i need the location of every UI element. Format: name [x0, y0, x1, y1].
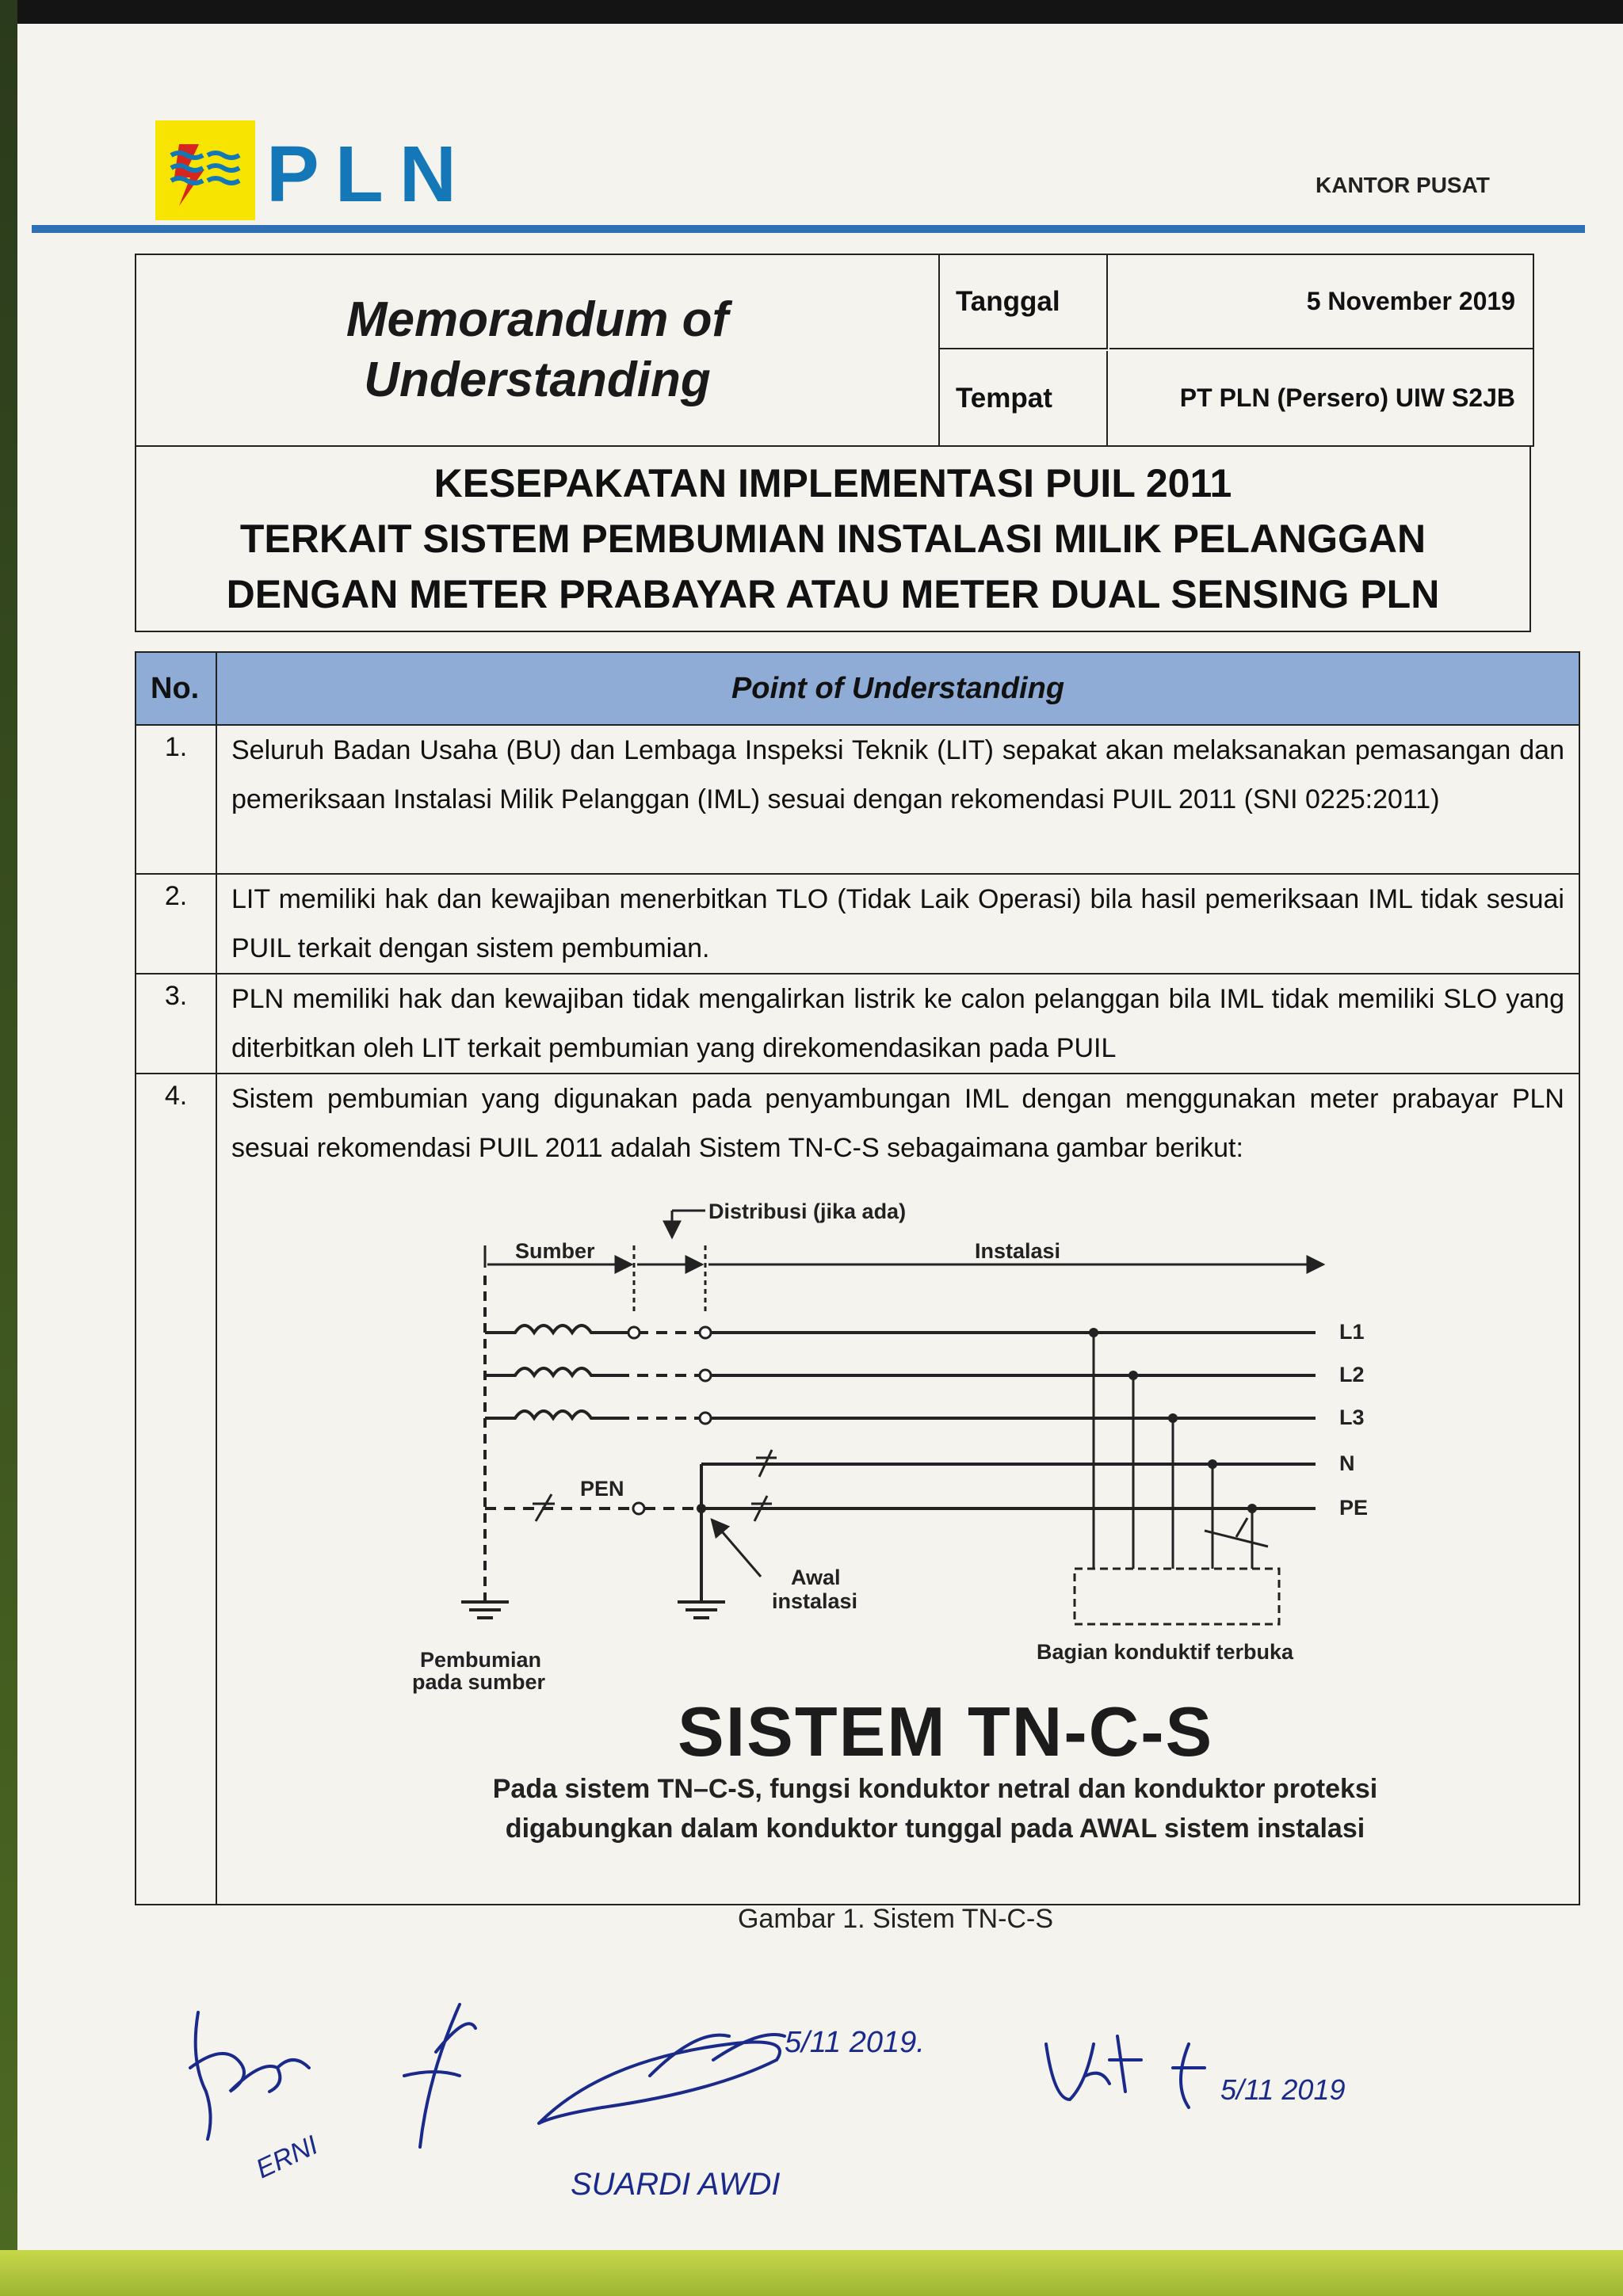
row-text: Seluruh Badan Usaha (BU) dan Lembaga Inspeksi Teknik (LIT) sepakat akan melaksanakan pemasangan dan pemeriksaan Instalasi Milik Pelanggan (IML) sesuai dengan rekomendasi PUIL 2011 (SNI 0225:2011)	[216, 725, 1579, 874]
ground-installation-icon	[678, 1602, 725, 1618]
subject-box	[135, 445, 1531, 632]
row-4-text: Sistem pembumian yang digunakan pada penyambungan IML dengan menggunakan meter prabayar PLN sesuai rekomendasi PUIL 2011 adalah Sistem TN-C-S sebagaimana gambar berikut:	[231, 1084, 1564, 1163]
sumber-label: Sumber	[515, 1239, 595, 1263]
signature-suardi-name: SUARDI AWDI	[571, 2167, 781, 2202]
subject-line2: TERKAIT SISTEM PEMBUMIAN INSTALASI MILIK PELANGGAN	[239, 517, 1426, 561]
L3-label: L3	[1339, 1405, 1365, 1429]
pembumian-label-1: Pembumian	[420, 1648, 542, 1672]
signature-2-mark	[404, 2004, 475, 2147]
memo-header-box	[135, 254, 1534, 447]
signature-4-mark	[1046, 2036, 1141, 2100]
column-header-no: No.	[136, 652, 216, 725]
tncs-diagram	[396, 1188, 1426, 1695]
N-label: N	[1339, 1451, 1355, 1475]
table-row	[136, 974, 1579, 1074]
bagian-label: Bagian konduktif terbuka	[1037, 1640, 1294, 1664]
header-divider	[32, 225, 1585, 233]
signatures	[158, 1981, 1395, 2242]
memo-title-line1: Memorandum of	[346, 292, 729, 347]
system-title: SISTEM TN-C-S	[678, 1692, 1214, 1771]
L2-label: L2	[1339, 1363, 1365, 1386]
row-number: 2.	[136, 874, 216, 974]
date-label: Tanggal	[940, 255, 1108, 349]
awal-label-2: instalasi	[772, 1589, 858, 1613]
signature-date-a: 5/11 2019.	[785, 2026, 925, 2059]
row-text: PLN memiliki hak dan kewajiban tidak mengalirkan listrik ke calon pelanggan bila IML tidak memiliki SLO yang diterbitkan oleh LIT terkait pembumian yang direkomendasikan pada PUIL	[216, 974, 1579, 1074]
row-number: 3.	[136, 974, 216, 1074]
signature-5-mark	[1173, 2044, 1205, 2107]
phase-lines	[485, 1325, 1316, 1424]
memo-title-line2: Understanding	[364, 353, 711, 407]
system-description-line2: digabungkan dalam konduktor tunggal pada AWAL sistem instalasi	[505, 1814, 1365, 1844]
signature-date-b: 5/11 2019	[1220, 2073, 1346, 2106]
signature-suardi-mark	[539, 2035, 785, 2123]
place-value: PT PLN (Persero) UIW S2JB	[1179, 383, 1515, 412]
instalasi-label: Instalasi	[975, 1239, 1061, 1263]
column-header-point: Point of Understanding	[216, 652, 1579, 725]
place-label: Tempat	[940, 351, 1108, 445]
office-label: KANTOR PUSAT	[1316, 173, 1490, 197]
awal-label-1: Awal	[791, 1566, 841, 1589]
table-row	[136, 725, 1579, 874]
pln-wordmark: PLN	[266, 130, 472, 219]
figure-caption: Gambar 1. Sistem TN-C-S	[737, 1904, 1053, 1934]
date-value: 5 November 2019	[1109, 255, 1533, 349]
PEN-label: PEN	[580, 1477, 624, 1501]
row-text: LIT memiliki hak dan kewajiban menerbitkan TLO (Tidak Laik Operasi) bila hasil pemeriksaan IML tidak sesuai PUIL terkait dengan sistem pembumian.	[216, 874, 1579, 974]
photo-left-edge	[0, 0, 17, 2296]
row-number: 1.	[136, 725, 216, 874]
photo-top-edge	[0, 0, 1623, 24]
subject-line3: DENGAN METER PRABAYAR ATAU METER DUAL SENSING PLN	[226, 572, 1440, 616]
photo-bottom-edge	[0, 2250, 1623, 2296]
table-row	[136, 874, 1579, 974]
pembumian-label-2: pada sumber	[412, 1670, 546, 1694]
PE-label: PE	[1339, 1496, 1369, 1520]
subject-line1: KESEPAKATAN IMPLEMENTASI PUIL 2011	[433, 461, 1232, 505]
system-description	[444, 1769, 1426, 1848]
signature-erni-name: ERNI	[251, 2130, 323, 2185]
L1-label: L1	[1339, 1320, 1365, 1344]
memo-title	[136, 255, 940, 445]
system-description-line1: Pada sistem TN–C-S, fungsi konduktor netral dan konduktor proteksi	[492, 1774, 1378, 1804]
distribusi-label: Distribusi (jika ada)	[708, 1199, 907, 1223]
ground-source-icon	[461, 1602, 509, 1618]
pln-logo-icon	[155, 120, 255, 220]
row-number: 4.	[136, 1074, 216, 1905]
signature-erni-mark	[190, 2012, 309, 2139]
